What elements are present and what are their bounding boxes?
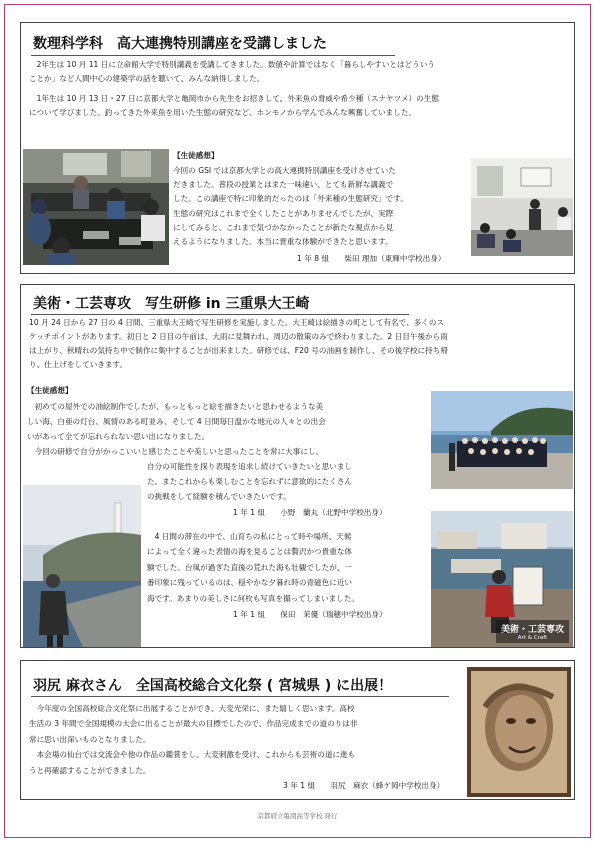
article-paragraph: 10 月 24 日から 27 日の 4 日間、三重県大王崎で写生研修を実施しました。大王崎は絵描きの町として有名で、多くのス ケッチポイントがあります。初日と 2 日目の午前は、大雨に見舞われ、周辺の散策のみで終わりました。2 日目午後から雨 は上がり、秋晴れの気持ち中で制作に集中することが出来ました。研修では、F20 号の油画を制作し、その後学校に持ち帰 り、仕上げをしていきます。: [29, 318, 448, 369]
student-impression: 4 日間の滞在の中で、山育ちの私にとって時や場所、天候 によって全く違った表情の海を見ることは贅沢かつ貴重な体 験でした。台風が過ぎた直後の荒れた海も壮観でしたが、一 番印象に残っているのは、穏やかな夕暮れ時の青磁色に近い 海です。あまりの美しさに何枚も写真を撮ってしまいました。: [147, 532, 360, 603]
painting-outdoors-photo: [431, 511, 573, 647]
lighthouse-cliff-photo: [23, 485, 141, 647]
title-underline: [31, 55, 395, 56]
student-impression: 初めての屋外での油絵制作でしたが、もっともっと絵を描きたいと思わせるような美 しい海、白亜の灯台、風情のある町並み、そして 4 日間毎日温かな地元の人々との出会 いがあって全てが忘れられない思い出になりました。 今回の研修で自分がかっこいいと感じたことや美しいと思ったことを常に大事にし、: [27, 402, 326, 456]
article-paragraph: 今年度の全国高校総合文化祭に出展することができ、大変光栄に、また嬉しく思います。高校 生活の 3 年間で全国規模の大会に出ることが最大の目標でしたので、作品完成までの道のりは非 常に思い出深いものとなりました。 本会場の仙台では交流会や他の作品の鑑賞をし、大変刺激を受け、これからも芸術の道に進も うと再確認することができました。: [29, 704, 358, 775]
lecture-hall-photo: [471, 158, 573, 256]
article-paragraph: 1年生は 10 月 13 日・27 日に京都大学と亀岡市から先生をお招きして、外来魚の脅威や希少種（スナヤツメ）の生態 について学びました。釣ってきた外来魚を用いた生態の研究など、ホンモノから学んでみんな興奮していました。: [29, 94, 439, 117]
logo-main-text: 美術・工芸専攻: [500, 625, 564, 635]
logo-sub-text: Art & Craft: [517, 635, 548, 641]
lighthouse-illustration: [23, 485, 141, 647]
article-title: 数理科学科 高大連携特別講座を受講しました: [33, 36, 327, 52]
student-signature: 1 年 1 組 小野 蘭丸（北野中学校出身）: [233, 508, 387, 517]
classroom-lecture-photo: [23, 149, 169, 265]
article-title: 美術・工芸専攻 写生研修 in 三重県大王崎: [33, 296, 310, 312]
article-suri-kagaku: [20, 22, 575, 274]
article-hajiri: [20, 660, 575, 800]
student-signature: 1 年 1 組 保田 茉優（瑞穂中学校出身）: [233, 610, 387, 619]
group-photo-illustration: [431, 391, 573, 489]
impression-label: 【生徒感想】: [27, 386, 73, 395]
student-signature: 3 年 1 組 羽尻 麻衣（蜂ケ岡中学校出身）: [283, 781, 445, 790]
article-bijutsu-kogei: [20, 284, 575, 648]
lecture-hall-illustration: [471, 158, 573, 256]
artwork-portrait-photo: [467, 667, 571, 797]
publisher-footer: 京都府立亀岡高等学校 発行: [257, 812, 338, 820]
portrait-illustration: [467, 667, 571, 797]
impression-label: 【生徒感想】: [173, 151, 219, 160]
art-craft-logo: [496, 620, 569, 643]
title-underline: [31, 696, 449, 697]
student-signature: 1 年 8 組 柴田 理加（東輝中学校出身）: [297, 254, 446, 263]
student-impression: 今回の GSI では京都大学との高大連携特別講座を受けさせていた だきました。普段の授業とはまた一味違い、とても新鮮な講義で した。この講座で特に印象的だったのは「外来種の生態研究」です。 生態の研究はこれまで全くしたことがありませんでしたが、実際 にしてみると、これまで気づかなかったことが新たな視点から見 えるようになりました。本当に貴重な体験ができたと思います。: [173, 166, 408, 247]
student-impression: 自分の可能性を探り表現を追求し続けていきたいと思いまし た。またこれからも楽しむことを忘れずに意欲的にたくさん の挑戦をして経験を積んでいきたいです。: [147, 462, 353, 501]
group-photo-harbor: [431, 391, 573, 489]
classroom-photo-illustration: [23, 149, 169, 265]
article-title: 羽尻 麻衣さん 全国高校総合文化祭 ( 宮城県 ) に出展！: [33, 678, 393, 694]
title-underline: [31, 314, 409, 315]
article-paragraph: 2年生は 10 月 11 日に立命館大学で特別講義を受講してきました。数値や計算ではなく「暮らしやすいとはどういう ことか」など人間中心の建築学の話を聴いて、みんな納得しました。: [29, 60, 435, 83]
